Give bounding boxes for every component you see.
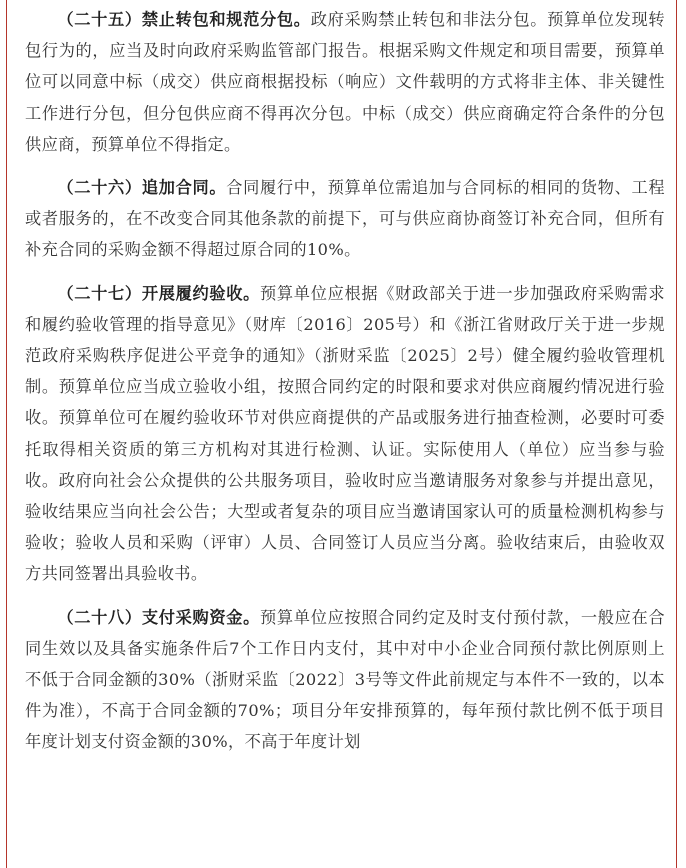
paragraph-27 (25, 278, 665, 590)
paragraph-25 (25, 4, 665, 160)
paragraph-28-heading: （二十八）支付采购资金。 (57, 607, 261, 627)
paragraph-27-heading: （二十七）开展履约验收。 (57, 283, 261, 303)
article-frame (6, 0, 677, 868)
paragraph-25-heading: （二十五）禁止转包和规范分包。 (57, 10, 311, 29)
article-body (25, 4, 665, 770)
paragraph-26-text: 合同履行中，预算单位需追加与合同标的相同的货物、工程或者服务的，在不改变合同其他条款的前提下，可与供应商协商签订补充合同，但所有补充合同的采购金额不得超过原合同的10%。 (25, 178, 666, 260)
paragraph-26-heading: （二十六）追加合同。 (57, 178, 227, 198)
paragraph-25-text: 政府采购禁止转包和非法分包。预算单位发现转包行为的，应当及时向政府采购监管部门报告。根据采购文件规定和项目需要，预算单位可以同意中标（成交）供应商根据投标（响应）文件载明的方式将非主体、非关键性工作进行分包，但分包供应商不得再次分包。中标（成交）供应商确定符合条件的分包供应商，预算单位不得指定。 (25, 10, 665, 154)
paragraph-27-text: 预算单位应根据《财政部关于进一步加强政府采购需求和履约验收管理的指导意见》（财库〔2016〕205号）和《浙江省财政厅关于进一步规范政府采购秩序促进公平竞争的通知》（浙财采监〔2025〕2号）健全履约验收管理机制。预算单位应当成立验收小组，按照合同约定的时限和要求对供应商履约情况进行验收。预算单位可在履约验收环节对供应商提供的产品或服务进行抽查检测，必要时可委托取得相关资质的第三方机构对其进行检测、认证。实际使用人（单位）应当参与验收。政府向社会公众提供的公共服务项目，验收时应当邀请服务对象参与并提出意见，验收结果应当向社会公告；大型或者复杂的项目应当邀请国家认可的质量检测机构参与验收；验收人员和采购（评审）人员、合同签订人员应当分离。验收结束后，由验收双方共同签署出具验收书。 (25, 283, 665, 584)
paragraph-28-text: 预算单位应按照合同约定及时支付预付款，一般应在合同生效以及具备实施条件后7个工作日内支付，其中对中小企业合同预付款比例原则上不低于合同金额的30%（浙财采监〔2022〕3号等文件此前规定与本件不一致的，以本件为准），不高于合同金额的70%；项目分年安排预算的，每年预付款比例不低于项目年度计划支付资金额的30%，不高于年度计划 (25, 607, 665, 752)
paragraph-26 (25, 172, 665, 266)
paragraph-28 (25, 602, 665, 758)
